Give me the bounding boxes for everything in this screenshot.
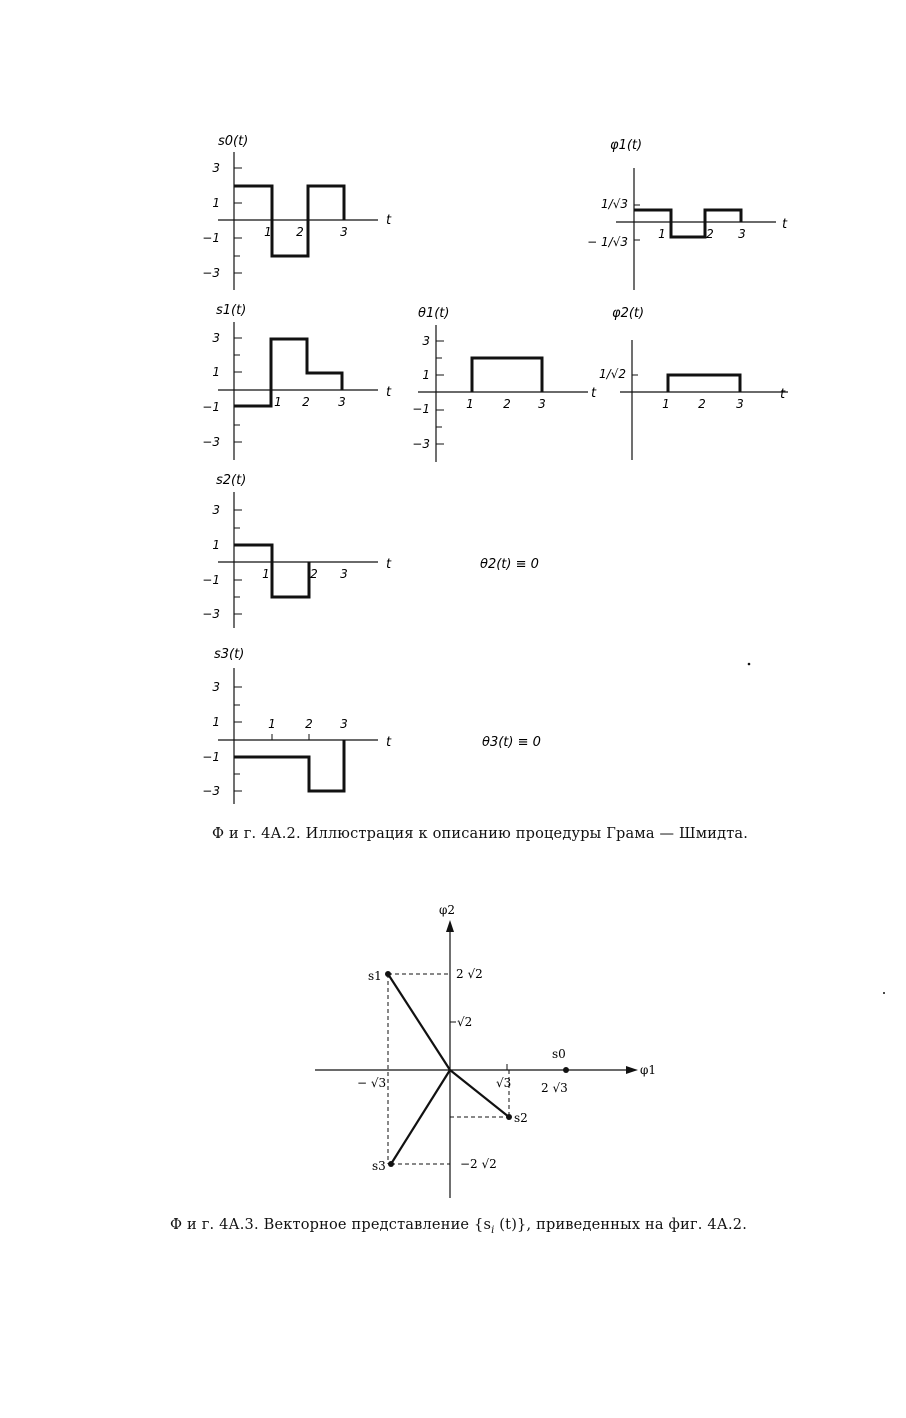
s2-xtick-1: 1 <box>262 567 270 581</box>
vector-s1 <box>388 974 450 1070</box>
vector-diagram <box>315 903 656 1198</box>
s0-waveform <box>234 186 344 256</box>
tick-y-sqrt2: √2 <box>457 1015 473 1029</box>
point-s1 <box>385 971 391 977</box>
caption-fig-4a2: Ф и г. 4А.2. Иллюстрация к описанию процедуры Грама — Шмидта. <box>212 826 749 842</box>
s0-axis-t: t <box>386 213 392 228</box>
s1-xtick-2: 2 <box>302 395 310 409</box>
s3-ytick-m1: −1 <box>202 750 220 764</box>
s1-ytick-3: 3 <box>212 331 220 345</box>
panel-theta1-title: θ1(t) <box>418 306 450 321</box>
s3-axis-t: t <box>386 735 392 750</box>
phi1-pos-level: 1/√3 <box>601 197 628 211</box>
point-s3 <box>388 1161 394 1167</box>
phi2-xtick-1: 1 <box>662 397 670 411</box>
phi1-xtick-2: 2 <box>706 227 714 241</box>
theta1-ytick-m3: −3 <box>412 437 430 451</box>
panel-s1 <box>202 303 392 460</box>
s1-xtick-1: 1 <box>274 395 282 409</box>
panel-s2-title: s2(t) <box>216 473 247 488</box>
panel-phi1-title: φ1(t) <box>610 138 643 153</box>
tick-y-2sqrt2: 2 √2 <box>456 967 483 981</box>
s0-ytick-m3: −3 <box>202 266 220 280</box>
phi2-xtick-3: 3 <box>736 397 744 411</box>
theta3-equation: θ3(t) ≡ 0 <box>482 735 541 750</box>
caption-fig-4a3-sub: i <box>491 1224 495 1236</box>
panel-s0 <box>202 134 392 290</box>
theta1-axis-t: t <box>591 386 597 401</box>
speck-mark <box>748 663 751 666</box>
label-s3: s3 <box>372 1159 386 1173</box>
theta1-ytick-3: 3 <box>422 334 430 348</box>
phi2-pos-level: 1/√2 <box>599 367 626 381</box>
panel-phi2 <box>599 306 788 460</box>
panel-s3 <box>202 647 392 804</box>
s3-waveform <box>234 740 344 791</box>
panel-s0-title: s0(t) <box>218 134 249 149</box>
s3-ytick-3: 3 <box>212 680 220 694</box>
s0-xtick-1: 1 <box>264 225 272 239</box>
s3-xtick-2: 2 <box>305 717 313 731</box>
speck-mark <box>883 992 885 994</box>
s0-xtick-3: 3 <box>340 225 348 239</box>
vector-s3 <box>391 1070 450 1164</box>
panel-s1-title: s1(t) <box>216 303 247 318</box>
phi1-axis-t: t <box>782 217 788 232</box>
s1-axis-t: t <box>386 385 392 400</box>
s2-ytick-m3: −3 <box>202 607 220 621</box>
panel-phi2-title: φ2(t) <box>612 306 645 321</box>
theta1-xtick-3: 3 <box>538 397 546 411</box>
theta1-waveform <box>472 358 542 392</box>
theta1-xtick-2: 2 <box>503 397 511 411</box>
label-s2: s2 <box>514 1111 528 1125</box>
s3-ytick-1: 1 <box>212 715 220 729</box>
s2-xtick-2: 2 <box>310 567 318 581</box>
tick-x-sqrt3: √3 <box>496 1076 512 1090</box>
s2-ytick-1: 1 <box>212 538 220 552</box>
theta2-equation: θ2(t) ≡ 0 <box>480 557 539 572</box>
label-s0: s0 <box>552 1047 566 1061</box>
s3-y-ticks <box>234 687 242 791</box>
phi1-xtick-1: 1 <box>658 227 666 241</box>
tick-y-m2sqrt2: −2 √2 <box>460 1157 497 1171</box>
theta1-xtick-1: 1 <box>466 397 474 411</box>
panel-s3-title: s3(t) <box>214 647 245 662</box>
s3-ytick-m3: −3 <box>202 784 220 798</box>
s0-ytick-m1: −1 <box>202 231 220 245</box>
caption-fig-4a3 <box>170 1217 747 1236</box>
s2-waveform <box>234 545 309 597</box>
s0-ytick-1: 1 <box>212 196 220 210</box>
s2-axis-t: t <box>386 557 392 572</box>
caption-fig-4a3-end: (t)}, приведенных на фиг. 4А.2. <box>494 1217 748 1233</box>
s1-xtick-3: 3 <box>338 395 346 409</box>
phi2-axis-label: φ2 <box>439 903 456 917</box>
phi2-axis-t: t <box>780 387 786 402</box>
s1-waveform <box>234 339 342 406</box>
tick-x-2sqrt3: 2 √3 <box>541 1081 568 1095</box>
s3-xtick-1: 1 <box>268 717 276 731</box>
tick-x-msqrt3: − √3 <box>357 1076 387 1090</box>
phi1-neg-level: − 1/√3 <box>587 235 628 249</box>
s1-ytick-m3: −3 <box>202 435 220 449</box>
phi2-xtick-2: 2 <box>698 397 706 411</box>
phi1-waveform <box>634 210 741 237</box>
panel-s2 <box>202 473 392 628</box>
phi1-arrowhead-icon <box>626 1066 638 1074</box>
point-s2 <box>506 1114 512 1120</box>
phi1-axis-label: φ1 <box>640 1063 657 1077</box>
point-s0 <box>563 1067 569 1073</box>
phi2-waveform <box>668 375 740 392</box>
s1-ytick-m1: −1 <box>202 400 220 414</box>
theta1-ytick-1: 1 <box>422 368 430 382</box>
s2-xtick-3: 3 <box>340 567 348 581</box>
s2-ytick-3: 3 <box>212 503 220 517</box>
s1-ytick-1: 1 <box>212 365 220 379</box>
s0-xtick-2: 2 <box>296 225 304 239</box>
s3-xtick-3: 3 <box>340 717 348 731</box>
theta1-ytick-m1: −1 <box>412 402 430 416</box>
phi1-xtick-3: 3 <box>738 227 746 241</box>
label-s1: s1 <box>368 969 382 983</box>
phi2-arrowhead-icon <box>446 920 454 932</box>
panel-phi1 <box>587 138 788 290</box>
panel-theta1 <box>412 306 597 462</box>
s0-ytick-3: 3 <box>212 161 220 175</box>
caption-fig-4a3-main: Ф и г. 4А.3. Векторное представление {s <box>170 1217 492 1233</box>
s2-ytick-m1: −1 <box>202 573 220 587</box>
